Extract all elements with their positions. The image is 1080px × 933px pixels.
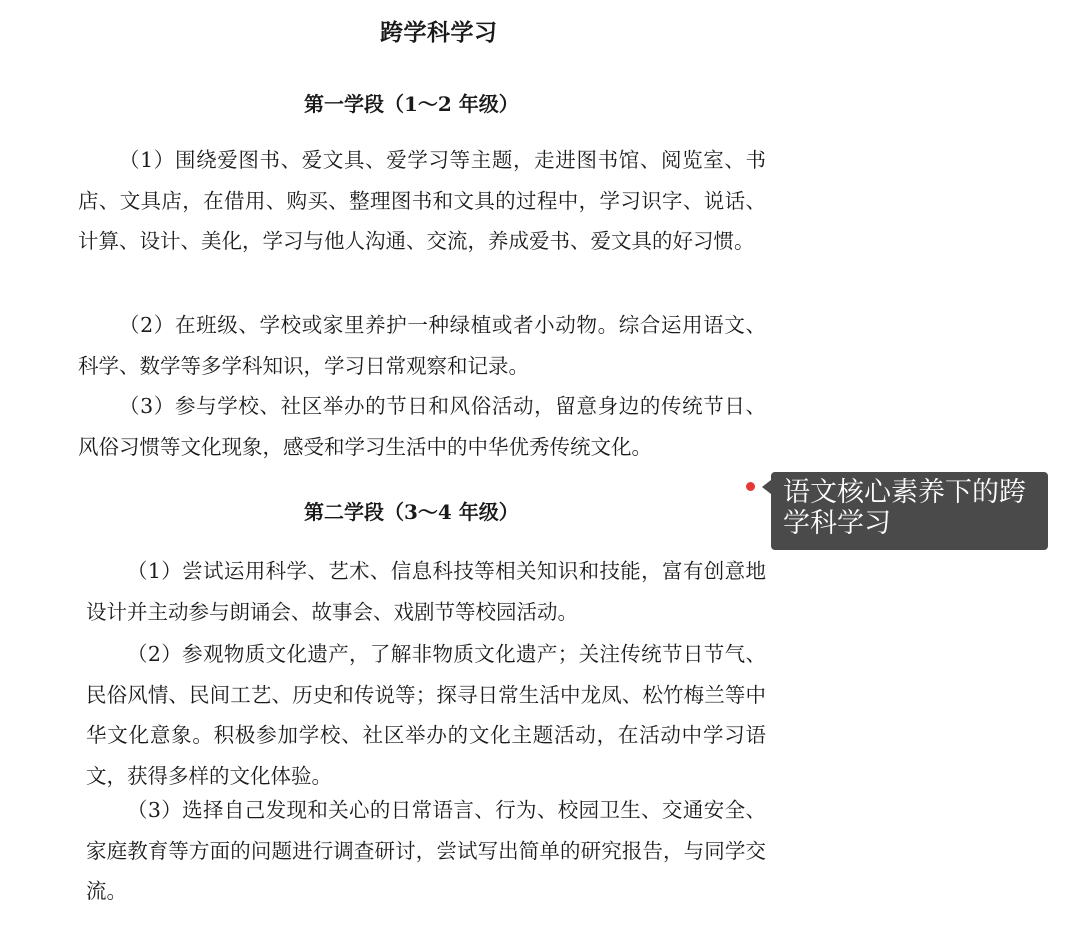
document-title: 跨学科学习 [380, 19, 498, 46]
annotation-text: 语文核心素养下的跨学科学习 [771, 472, 1048, 550]
section-heading: 第一学段（1～2 年级） [304, 92, 519, 116]
section-heading: 第二学段（3～4 年级） [304, 500, 519, 524]
paragraph: （1）围绕爱图书、爱文具、爱学习等主题，走进图书馆、阅览室、书店、文具店，在借用、购买、整理图书和文具的过程中，学习识字、说话、计算、设计、美化，学习与他人沟通、交流，养成爱书、爱文具的好习惯。 [78, 148, 766, 254]
paragraph: （3）选择自己发现和关心的日常语言、行为、校园卫生、交通安全、家庭教育等方面的问题进行调查研讨，尝试写出简单的研究报告，与同学交流。 [86, 798, 766, 904]
paragraph: （1）尝试运用科学、艺术、信息科技等相关知识和技能，富有创意地设计并主动参与朗诵会、故事会、戏剧节等校园活动。 [86, 559, 766, 624]
paragraph: （2）参观物质文化遗产，了解非物质文化遗产；关注传统节日节气、民俗风情、民间工艺、历史和传说等；探寻日常生活中龙凤、松竹梅兰等中华文化意象。积极参加学校、社区举办的文化主题活动，在活动中学习语文，获得多样的文化体验。 [86, 642, 766, 789]
annotation-callout[interactable] [746, 472, 1048, 550]
callout-pointer [762, 480, 771, 494]
annotation-marker-dot[interactable] [746, 482, 755, 491]
paragraph: （3）参与学校、社区举办的节日和风俗活动，留意身边的传统节日、风俗习惯等文化现象，感受和学习生活中的中华优秀传统文化。 [78, 394, 766, 459]
paragraph: （2）在班级、学校或家里养护一种绿植或者小动物。综合运用语文、科学、数学等多学科知识，学习日常观察和记录。 [78, 313, 766, 378]
